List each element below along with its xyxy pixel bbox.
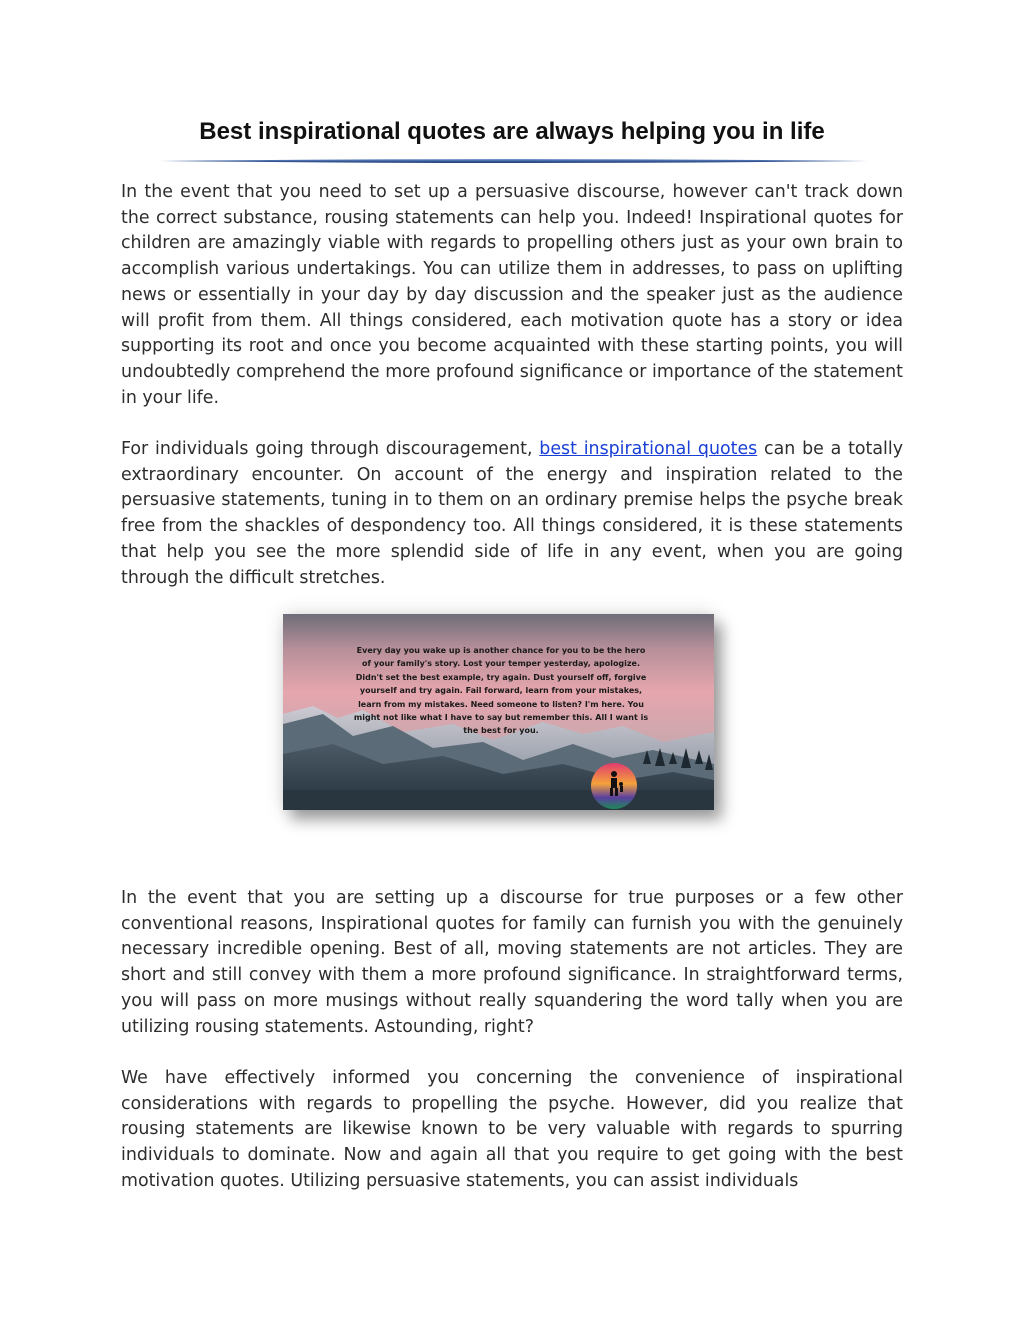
- quote-text: Every day you wake up is another chance for you to be the hero of your family's story. Lost your temper yesterday, apologize. Didn't set the best example, try again. Dust yourself off, forgive yourself and try again. Fail forward, learn from your mistakes, learn from my mistakes. Need someone to listen? I'm here. You might not like what I have to say but remember this. All I want is the best for you.: [353, 646, 649, 736]
- paragraph-discourse: In the event that you are setting up a discourse for true purposes or a few other conventional reasons, Inspirational quotes for family can furnish you with the genuinely necessary incredible opening. Best of all, moving statements are not articles. They are short and still convey with them a more profound significance. In straightforward terms, you will pass on more musings without really squandering the word tally when you are utilizing rousing statements. Astounding, right?: [121, 888, 903, 1037]
- paragraph-intro: In the event that you need to set up a persuasive discourse, however can't track down the correct substance, rousing statements can help you. Indeed! Inspirational quotes for children are amazingly viable with regards to propelling others just as your own brain to accomplish various undertakings. You can utilize them in addresses, to pass on uplifting news or essentially in your day by day discussion and the speaker just as the audience will profit from them. All things considered, each motivation quote has a story or idea supporting its root and once you become acquainted with these starting points, you will undoubtedly comprehend the more profound significance or importance of the statement in your life.: [121, 182, 903, 408]
- dads-minds-logo: [590, 762, 638, 810]
- paragraph-discouragement: [121, 437, 903, 591]
- quote-image: [283, 614, 714, 810]
- paragraph-text: can be a totally extraordinary encounter. On account of the energy and inspiration related to the persuasive statements, tuning in to them on an ordinary premise helps the psyche break free from the shackles of despondency too. All things considered, it is these statements that help you see the more splendid side of life in any event, when you are going through the difficult stretches.: [121, 439, 903, 588]
- best-inspirational-quotes-link[interactable]: best inspirational quotes: [539, 439, 758, 459]
- title-underline: [160, 158, 868, 164]
- page-title: Best inspirational quotes are always helping you in life: [199, 118, 825, 145]
- paragraph-text: For individuals going through discouragement,: [121, 439, 540, 459]
- paragraph-convenience: We have effectively informed you concerning the convenience of inspirational considerations with regards to propelling the psyche. However, did you realize that rousing statements are likewise known to be very valuable with regards to spurring individuals to dominate. Now and again all that you require to get going with the best motivation quotes. Utilizing persuasive statements, you can assist individuals: [121, 1068, 903, 1191]
